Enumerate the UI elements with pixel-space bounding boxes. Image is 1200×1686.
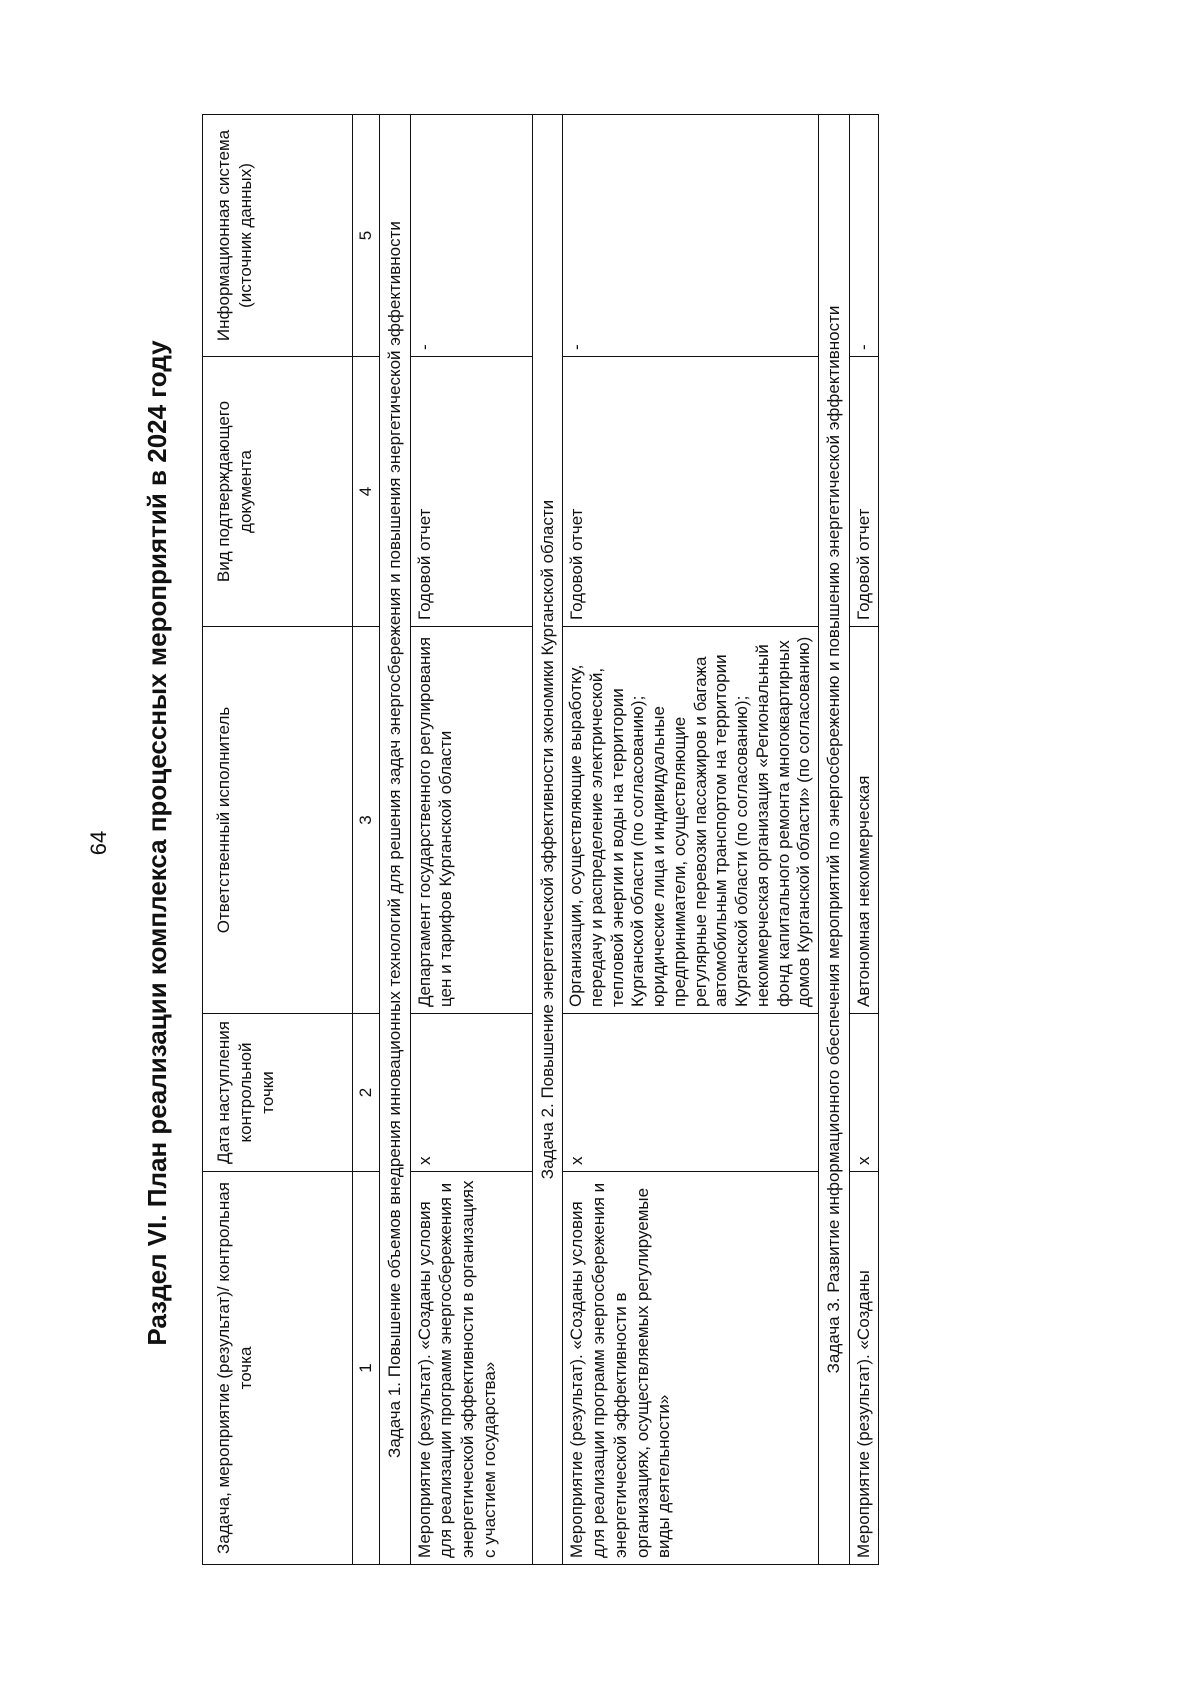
task-3-heading: Задача 3. Развитие информационного обеспечения мероприятий по энергосбережению и повышению энергетической эффективности [819,115,850,1565]
task-row [379,115,410,1565]
plan-table [202,114,879,1565]
measure-cell: Мероприятие (результат). «Созданы условия для реализации программ энергосбережения и энергетической эффективности в организациях с участием государства» [410,1172,532,1565]
section-title: Раздел VI. План реализации комплекса процессных мероприятий в 2024 году [142,340,172,1346]
source-cell: - [410,115,532,357]
task-1-heading: Задача 1. Повышение объемов внедрения инновационных технологий для решения задач энергосбережения и повышения энергетической эффективности [379,115,410,1565]
task-row [532,115,563,1565]
column-number: 2 [353,1014,380,1172]
measure-cell: Мероприятие (результат). «Созданы [849,1172,878,1565]
page-number: 64 [86,830,111,856]
header-cell: Информационная система (источник данных) [203,115,353,357]
table-row [410,115,532,1565]
date-cell: x [410,1014,532,1172]
task-row [819,115,850,1565]
table-header-row [203,115,353,1565]
executor-cell [563,627,819,1014]
rotated-page [60,43,1140,1643]
document-cell: Годовой отчет [849,357,878,627]
executor-line: Организации, осуществляющие выработку, передачу и распределение электрической, тепловой энергии и воды на территории Курганской области (по согласованию); [566,664,648,1007]
column-number: 4 [353,357,380,627]
document-cell: Годовой отчет [563,357,819,627]
executor-cell: Департамент государственного регулирования цен и тарифов Курганской области [410,627,532,1014]
date-cell: x [563,1014,819,1172]
document-cell: Годовой отчет [410,357,532,627]
column-number: 3 [353,627,380,1014]
executor-line: юридические лица и индивидуальные предприниматели, осуществляющие регулярные перевозки пассажиров и багажа автомобильным транспортом на территории Курганской области (по согласованию); [649,654,752,1007]
header-cell: Дата наступления контрольной точки [203,1014,353,1172]
task-2-heading: Задача 2. Повышение энергетической эффективности экономики Курганской области [532,115,563,1565]
header-cell: Задача, мероприятие (результат)/ контрольная точка [203,1172,353,1565]
header-cell: Вид подтверждающего документа [203,357,353,627]
column-number-row [353,115,380,1565]
table-row [563,115,819,1565]
executor-cell: Автономная некоммерческая [849,627,878,1014]
measure-cell: Мероприятие (результат). «Созданы условия для реализации программ энергосбережения и энергетической эффективности в организациях, осуществляемых регулируемые виды деятельности» [563,1172,819,1565]
header-cell: Ответственный исполнитель [203,627,353,1014]
column-number: 5 [353,115,380,357]
table-row [849,115,878,1565]
source-cell: - [849,115,878,357]
executor-line: некоммерческая организация «Региональный фонд капитального ремонта многоквартирных домов Курганской области» (по согласованию) [752,636,814,1007]
date-cell: x [849,1014,878,1172]
source-cell: - [563,115,819,357]
column-number: 1 [353,1172,380,1565]
